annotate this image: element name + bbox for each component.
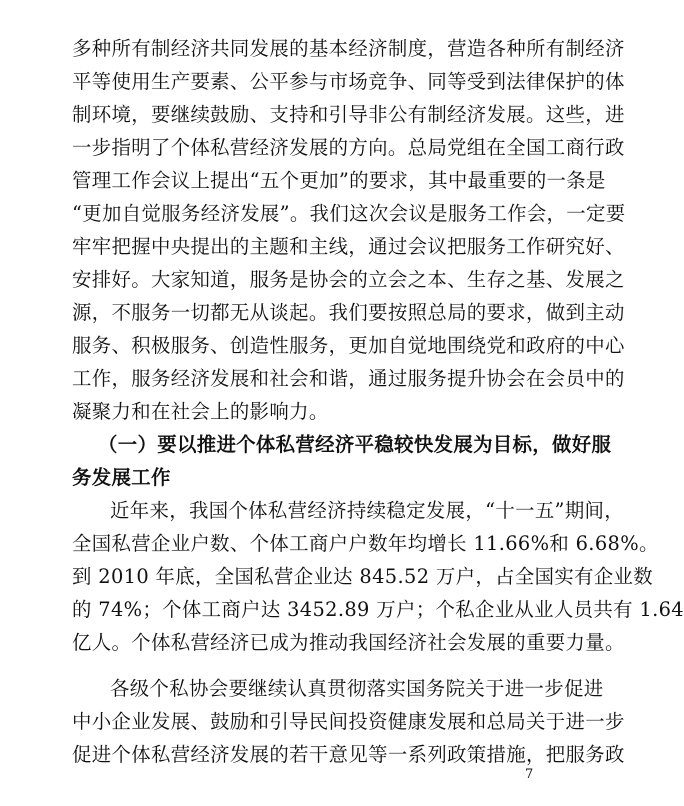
body-text-line: 管理工作会议上提出“五个更加”的要求，其中最重要的一条是: [72, 169, 606, 192]
section-heading-line: 务发展工作: [72, 466, 171, 489]
page-number: 7: [525, 767, 534, 782]
body-text-line: 多种所有制经济共同发展的基本经济制度，营造各种所有制经济: [72, 37, 625, 60]
body-text-line: 牢牢把握中央提出的主题和主线，通过会议把服务工作研究好、: [72, 235, 625, 258]
body-text-line: 凝聚力和在社会上的影响力。: [72, 400, 329, 423]
body-text-line: 平等使用生产要素、公平参与市场竞争、同等受到法律保护的体: [72, 70, 625, 93]
body-text-line: 亿人。个体私营经济已成为推动我国经济社会发展的重要力量。: [72, 631, 625, 654]
body-text-line: 近年来，我国个体私营经济持续稳定发展，“十一五”期间，: [110, 499, 625, 522]
body-text-line: 工作，服务经济发展和社会和谐，通过服务提升协会在会员中的: [72, 367, 625, 390]
body-text-line: 安排好。大家知道，服务是协会的立会之本、生存之基、发展之: [72, 268, 625, 291]
body-text-line: 到 2010 年底，全国私营企业达 845.52 万户，占全国实有企业数: [72, 565, 654, 588]
body-text-line: 中小企业发展、鼓励和引导民间投资健康发展和总局关于进一步: [72, 710, 625, 733]
body-text-line: 全国私营企业户数、个体工商户户数年均增长 11.66%和 6.68%。: [72, 532, 659, 555]
section-heading-line: （一）要以推进个体私营经济平稳较快发展为目标，做好服: [98, 433, 612, 456]
body-text-line: 各级个私协会要继续认真贯彻落实国务院关于进一步促进: [110, 677, 604, 700]
body-text-line: “更加自觉服务经济发展”。我们这次会议是服务工作会，一定要: [72, 202, 626, 225]
body-text-line: 服务、积极服务、创造性服务，更加自觉地围绕党和政府的中心: [72, 334, 625, 357]
body-text-line: 的 74%；个体工商户达 3452.89 万户；个私企业从业人员共有 1.64: [72, 598, 684, 621]
body-text-line: 促进个体私营经济发展的若干意见等一系列政策措施，把服务政: [72, 743, 625, 766]
body-text-line: 一步指明了个体私营经济发展的方向。总局党组在全国工商行政: [72, 136, 625, 159]
body-text-line: 制环境，要继续鼓励、支持和引导非公有制经济发展。这些，进: [72, 103, 625, 126]
body-text-line: 源，不服务一切都无从谈起。我们要按照总局的要求，做到主动: [72, 301, 625, 324]
